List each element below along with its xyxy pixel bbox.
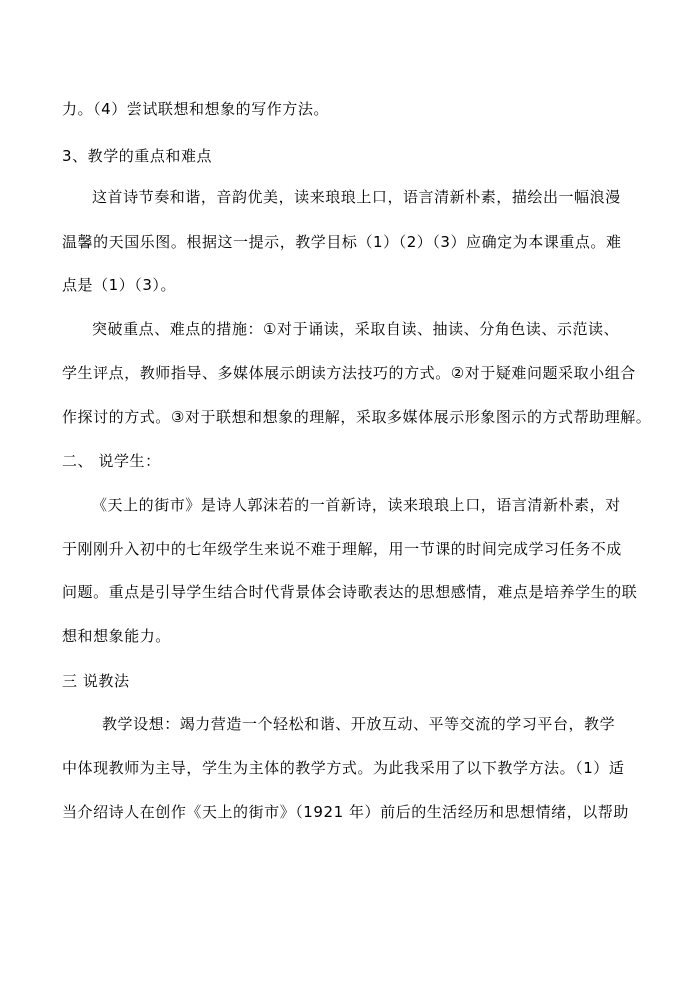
- text-line: 这首诗节奏和谐，音韵优美，读来琅琅上口，语言清新朴素，描绘出一幅浪漫: [92, 188, 621, 206]
- text-line: 作探讨的方式。③对于联想和想象的理解，采取多媒体展示形象图示的方式帮助理解。: [62, 408, 652, 426]
- text-line: 力。（4）尝试联想和想象的写作方法。: [62, 100, 329, 118]
- text-line: 当介绍诗人在创作《天上的街市》（1921 年）前后的生活经历和思想情绪，以帮助: [62, 803, 629, 821]
- text-line: 中体现教师为主导，学生为主体的教学方式。为此我采用了以下教学方法。（1）适: [62, 759, 625, 777]
- text-line: 学生评点，教师指导、多媒体展示朗读方法技巧的方式。②对于疑难问题采取小组合: [62, 364, 636, 382]
- text-line: 教学设想：竭力营造一个轻松和谐、开放互动、平等交流的学习平台，教学: [102, 715, 616, 733]
- text-line: 温馨的天国乐图。根据这一提示，教学目标（1）（2）（3）应确定为本课重点。难: [62, 233, 622, 251]
- section-heading: 三 说教法: [62, 672, 130, 690]
- section-heading: 二、 说学生：: [62, 452, 161, 470]
- text-line: 《天上的街市》是诗人郭沫若的一首新诗，读来琅琅上口，语言清新朴素，对: [92, 496, 621, 514]
- section-heading: 3、教学的重点和难点: [62, 147, 213, 165]
- text-line: 想和想象能力。: [62, 627, 171, 645]
- text-line: 问题。重点是引导学生结合时代背景体会诗歌表达的思想感情，难点是培养学生的联: [62, 583, 638, 601]
- text-line: 突破重点、难点的措施：①对于诵读，采取自读、抽读、分角色读、示范读、: [92, 320, 620, 338]
- text-line: 点是（1）（3）。: [62, 276, 177, 294]
- text-line: 于刚刚升入初中的七年级学生来说不难于理解，用一节课的时间完成学习任务不成: [62, 540, 622, 558]
